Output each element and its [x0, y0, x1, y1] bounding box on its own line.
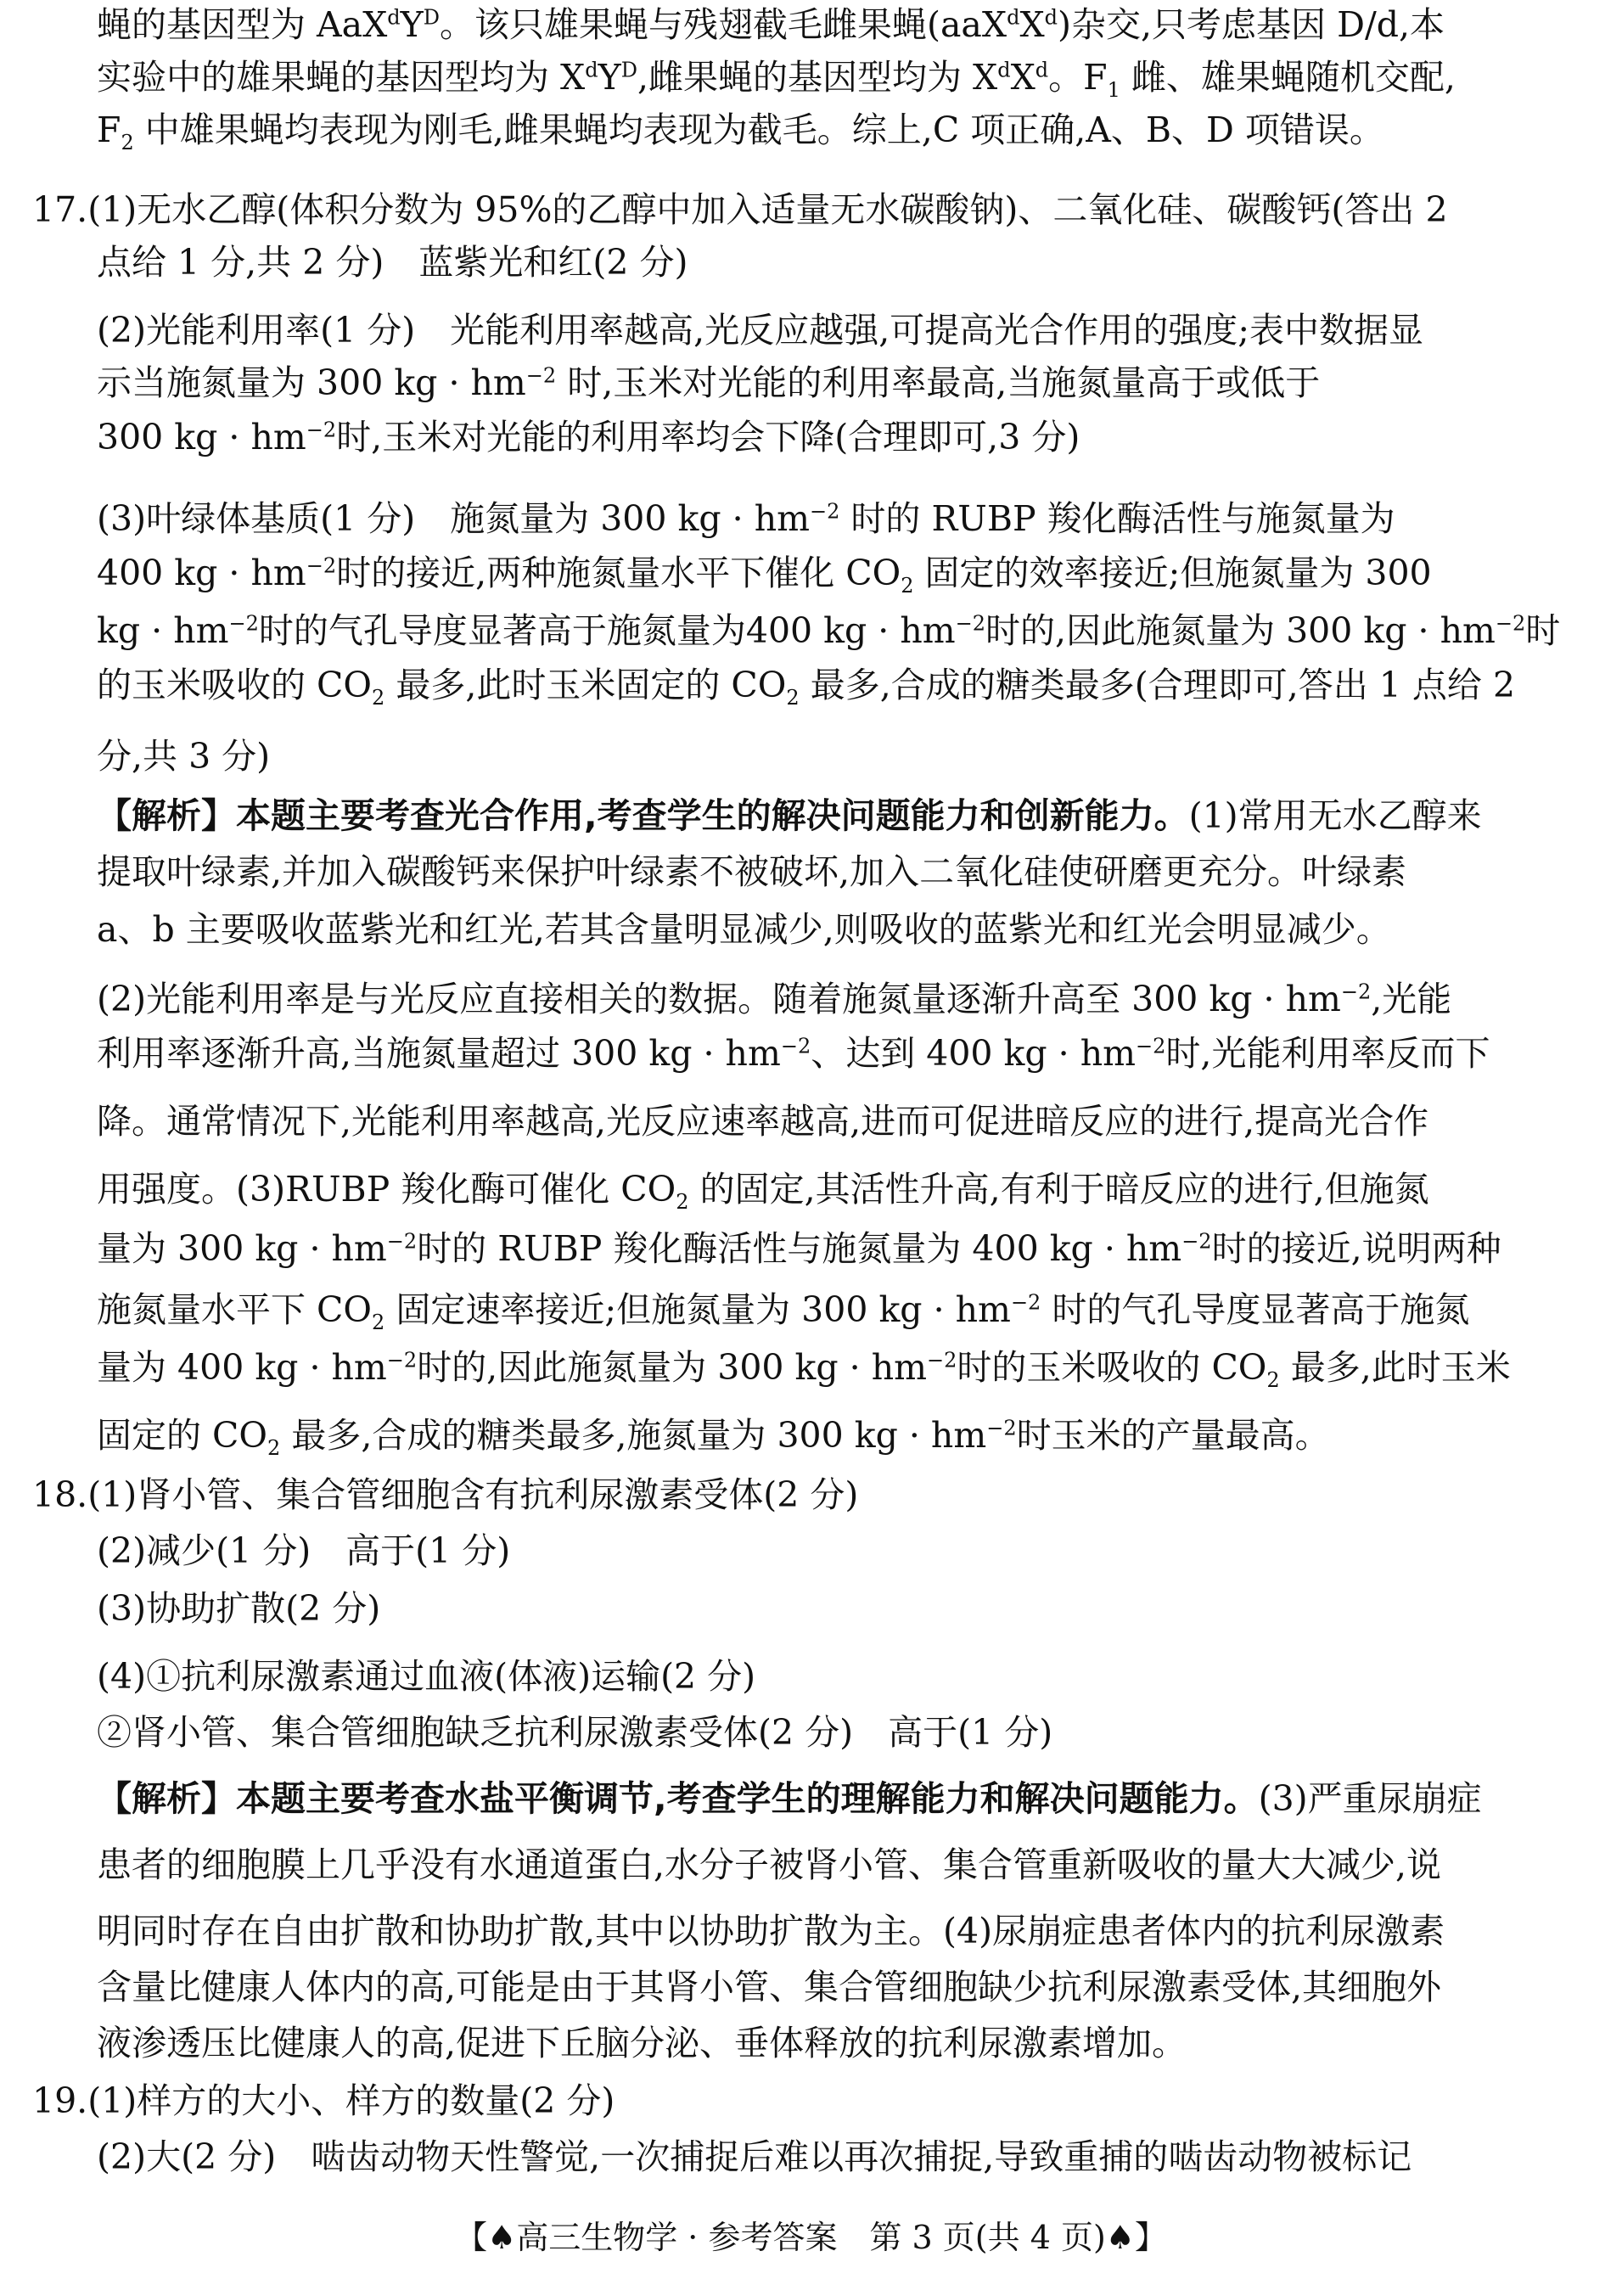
q17-answer-line: 分,共 3 分)	[97, 736, 271, 777]
q18-answer-line: (2)减少(1 分) 高于(1 分)	[97, 1530, 511, 1571]
q17-analysis-line: 利用率逐渐升高,当施氮量超过 300 kg · $hm^{-2}$、达到 400 kg · $hm^{-2}$时,光能利用率反而下	[97, 1033, 1490, 1074]
spade-icon: ♠	[487, 2219, 517, 2256]
q19-answer-line: (2)大(2 分) 啮齿动物天性警觉,一次捕捉后难以再次捕捉,导致重捕的啮齿动物被标记	[97, 2136, 1412, 2177]
q17-analysis-line: 固定的 $CO_2$ 最多,合成的糖类最多,施氮量为 300 kg · $hm^{-2}$时玉米的产量最高。	[97, 1415, 1330, 1461]
q17-analysis-line: a、b 主要吸收蓝紫光和红光,若其含量明显减少,则吸收的蓝紫光和红光会明显减少。	[97, 909, 1391, 950]
q17-analysis-line: 提取叶绿素,并加入碳酸钙来保护叶绿素不被破坏,加入二氧化硅使研磨更充分。叶绿素	[97, 851, 1407, 892]
q17-analysis-line: (2)光能利用率是与光反应直接相关的数据。随着施氮量逐渐升高至 300 kg · $hm^{-2}$,光能	[97, 979, 1452, 1019]
q18-analysis-line: 患者的细胞膜上几乎没有水通道蛋白,水分子被肾小管、集合管重新吸收的量大大减少,说	[97, 1844, 1442, 1885]
q18-answer-line: (3)协助扩散(2 分)	[97, 1588, 381, 1629]
q17-answer-line: 点给 1 分,共 2 分) 蓝紫光和红(2 分)	[97, 242, 688, 283]
q18-analysis-line: 液渗透压比健康人的高,促进下丘脑分泌、垂体释放的抗利尿激素增加。	[97, 2023, 1187, 2063]
q19-answer-line: 19.(1)样方的大小、样方的数量(2 分)	[32, 2080, 615, 2121]
q17-analysis-line: 施氮量水平下 $CO_2$ 固定速率接近;但施氮量为 300 kg · $hm^{-2}$ 时的气孔导度显著高于施氮	[97, 1289, 1470, 1335]
q18-analysis-line: 含量比健康人体内的高,可能是由于其肾小管、集合管细胞缺少抗利尿激素受体,其细胞外	[97, 1967, 1442, 2007]
page-footer: 【♠高三生物学 · 参考答案 第 3 页(共 4 页)♠】	[455, 2219, 1167, 2256]
q17-answer-line: kg · $hm^{-2}$时的气孔导度显著高于施氮量为400 kg · $hm^{-2}$时的,因此施氮量为 300 kg · $hm^{-2}$时	[97, 610, 1561, 651]
q17-answer-line: 的玉米吸收的 $CO_2$ 最多,此时玉米固定的 $CO_2$ 最多,合成的糖类最多(合理即可,答出 1 点给 2	[97, 665, 1516, 710]
q17-answer-line: 示当施氮量为 300 kg · $hm^{-2}$ 时,玉米对光能的利用率最高,当施氮量高于或低于	[97, 362, 1321, 403]
q17-answer-line: (3)叶绿体基质(1 分) 施氮量为 300 kg · $hm^{-2}$ 时的 RUBP 羧化酶活性与施氮量为	[97, 498, 1395, 539]
spade-icon: ♠	[1105, 2219, 1135, 2256]
q18-answer-line: ②肾小管、集合管细胞缺乏抗利尿激素受体(2 分) 高于(1 分)	[97, 1712, 1053, 1753]
text-line: $F_2$ 中雄果蝇均表现为刚毛,雌果蝇均表现为截毛。综上,C 项正确,A、B、D 项错误。	[97, 109, 1384, 155]
q17-answer-line: 400 kg · $hm^{-2}$时的接近,两种施氮量水平下催化 $CO_2$ 固定的效率接近;但施氮量为 300	[97, 553, 1432, 598]
analysis-label: 【解析】本题主要考查水盐平衡调节,考查学生的理解能力和解决问题能力。	[97, 1778, 1259, 1819]
q17-answer-line: 17.(1)无水乙醇(体积分数为 95%的乙醇中加入适量无水碳酸钠)、二氧化硅、碳酸钙(答出 2	[32, 189, 1448, 230]
q17-analysis-first-line: 【解析】本题主要考查光合作用,考查学生的解决问题能力和创新能力。(1)常用无水乙醇来	[97, 795, 1482, 836]
q18-answer-line: (4)①抗利尿激素通过血液(体液)运输(2 分)	[97, 1656, 756, 1697]
q17-analysis-line: 降。通常情况下,光能利用率越高,光反应速率越高,进而可促进暗反应的进行,提高光合作	[97, 1101, 1429, 1142]
q17-answer-line: (2)光能利用率(1 分) 光能利用率越高,光反应越强,可提高光合作用的强度;表中数据显	[97, 310, 1424, 351]
text-line: 蝇的基因型为 $AaX^dY^D$。该只雄果蝇与残翅截毛雌果蝇$(aaX^dX^d)$杂交,只考虑基因 D/d,本	[97, 4, 1445, 45]
text-line: 实验中的雄果蝇的基因型均为 $X^dY^D$,雌果蝇的基因型均为 $X^dX^d$。$F_1$ 雌、雄果蝇随机交配,	[97, 57, 1456, 103]
analysis-label: 【解析】本题主要考查光合作用,考查学生的解决问题能力和创新能力。	[97, 795, 1189, 836]
q18-analysis-line: 明同时存在自由扩散和协助扩散,其中以协助扩散为主。(4)尿崩症患者体内的抗利尿激素	[97, 1911, 1445, 1951]
q18-answer-line: 18.(1)肾小管、集合管细胞含有抗利尿激素受体(2 分)	[32, 1474, 859, 1515]
footer-text: 高三生物学 · 参考答案 第 3 页(共 4 页)	[516, 2219, 1106, 2256]
q17-analysis-line: 量为 300 kg · $hm^{-2}$时的 RUBP 羧化酶活性与施氮量为 400 kg · $hm^{-2}$时的接近,说明两种	[97, 1228, 1501, 1269]
q17-analysis-line: 用强度。(3)RUBP 羧化酶可催化 $CO_2$ 的固定,其活性升高,有利于暗反应的进行,但施氮	[97, 1169, 1429, 1215]
q17-analysis-line: 量为 400 kg · $hm^{-2}$时的,因此施氮量为 300 kg · $hm^{-2}$时的玉米吸收的 $CO_2$ 最多,此时玉米	[97, 1347, 1511, 1393]
q18-analysis-first-line: 【解析】本题主要考查水盐平衡调节,考查学生的理解能力和解决问题能力。(3)严重尿崩症	[97, 1778, 1482, 1819]
q17-answer-line: 300 kg · $hm^{-2}$时,玉米对光能的利用率均会下降(合理即可,3 分)	[97, 417, 1080, 458]
